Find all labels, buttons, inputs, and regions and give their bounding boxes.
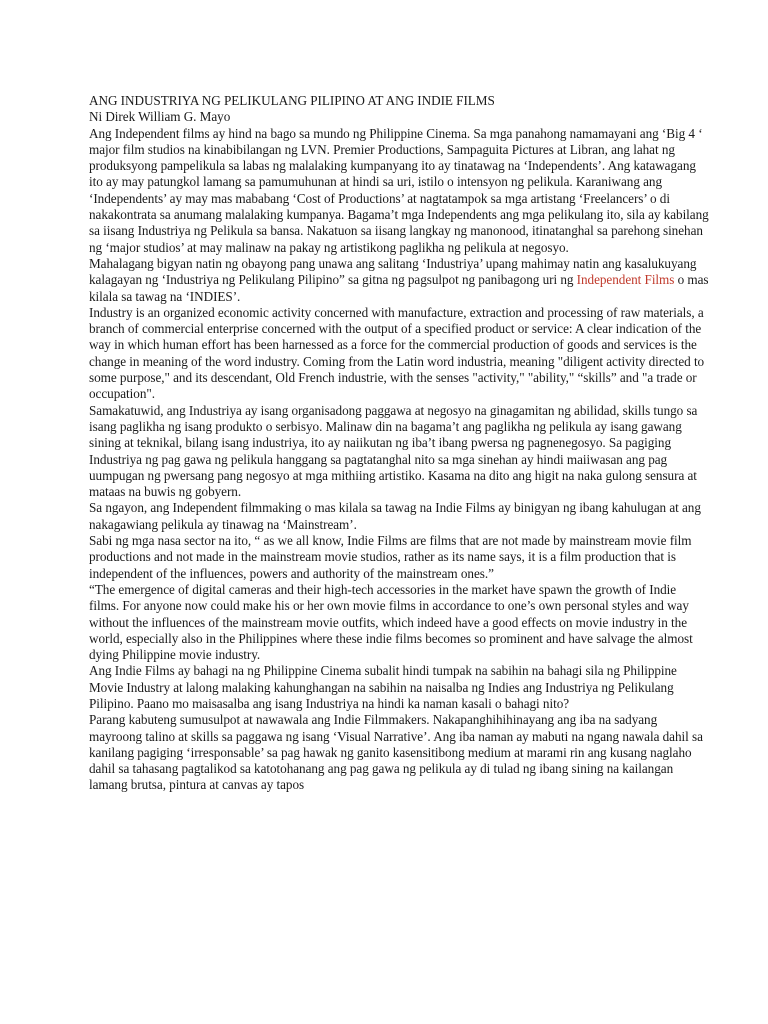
paragraph-indie-bahagi: Ang Indie Films ay bahagi na ng Philippine Cinema subalit hindi tumpak na sabihin na bahagi sila ng Philippine Movie Industry at lalong malaking kahunghangan na sabihin na naisalba ng Indies ang Industriya ng Pelikulang Pilipino. Paano mo maisasalba ang isang Industriya na hindi ka naman kasali o bahagi nito?: [89, 663, 677, 711]
paragraph-text-before-link: Mahalagang bigyan natin ng obayong pang unawa ang salitang ‘Industriya’ upang mahimay natin ang kasalukuyang kalagayan ng ‘Industriya ng Pelikulang Pilipino” sa gitna ng pagsulpot ng panibagong uri ng: [89, 255, 697, 288]
document-page: [89, 93, 709, 794]
paragraph-independent-films-history: Ang Independent films ay hind na bago sa mundo ng Philippine Cinema. Sa mga panahong namamayani ang ‘Big 4 ‘ major film studios na kinabibilangan ng LVN. Premier Productions, Sampaguita Pictures at Libran, ang lahat ng produksyong pampelikula sa labas ng malalaking kumpanyang ito ay tinatawag na ‘Independents’. Ang katawagang ito ay may patungkol lamang sa pamumuhunan at hindi sa uri, istilo o intensyon ng pelikula. Karaniwang ang ‘Independents’ ay may mas mababang ‘Cost of Productions’ at nagtatampok sa mga artistang ‘Freelancers’ o di nakakontrata sa anumang malalaking kumpanya. Bagama’t mga Independents ang mga pelikulang ito, sila ay kabilang sa iisang Industriya ng Pelikula sa bansa. Nakatuon sa iisang langkay ng manonood, itinatanghal sa parehong sinehan ng ‘major studios’ at may malinaw na pakay ng artistikong paglikha ng pelikula at negosyo.: [89, 125, 709, 255]
paragraph-industriya-meaning: [89, 256, 709, 305]
independent-films-link[interactable]: Independent Films: [576, 272, 675, 288]
paragraph-samakatuwid: Samakatuwid, ang Industriya ay isang organisadong paggawa at negosyo na ginagamitan ng abilidad, skills tungo sa isang paglikha ng isang produkto o serbisyo. Malinaw din na bagama’t ang paglikha ng pelikula ay isang gawang sining at teknikal, bilang isang industriya, ito ay naiikutan ng iba’t ibang pwersa ng pagnenegosyo. Sa pagiging Industriya ng pag gawa ng pelikula hanggang sa pagtatanghal nito sa mga sinehan ay hindi maiiwasan ang pag uumpugan ng pwersang pang negosyo at mga mithiing artistiko. Kasama na dito ang higit na naka gulong sensura at mataas na buwis ng gobyern.: [89, 402, 698, 500]
paragraph-kabute: Parang kabuteng sumusulpot at nawawala ang Indie Filmmakers. Nakapanghihihinayang ang iba na sadyang mayroong talino at skills sa paggawa ng isang ‘Visual Narrative’. Ang iba naman ay mabuti na ngang nawala dahil sa kanilang pagiging ‘irresponsable’ sa pag hawak ng ganito kasensitibong medium at marami rin ang kusang naglaho dahil sa tahasang pagtalikod sa katotohanang ang pag gawa ng pelikula ay di tulad ng ibang sining na kailangan lamang brutsa, pintura at canvas ay tapos: [89, 712, 703, 793]
paragraph-sabi-ng-sector: Sabi ng mga nasa sector na ito, “ as we all know, Indie Films are films that are not made by mainstream movie film productions and not made in the mainstream movie studios, rather as its name says, it is a film production that is independent of the influences, powers and authority of the mainstream ones.”: [89, 533, 692, 581]
paragraph-digital-cameras: “The emergence of digital cameras and their high-tech accessories in the market have spawn the growth of Indie films. For anyone now could make his or her own movie films in accordance to one’s own personal styles and way without the influences of the mainstream movie outfits, which indeed have a good effects on movie industry in the world, especially also in the Philippines where these indie films becomes so prominent and have salvage the almost dying Philippine movie industry.: [89, 581, 693, 663]
document-author: Ni Direk William G. Mayo: [89, 109, 231, 125]
paragraph-text-after-link: o mas kilala sa tawag na ‘INDIES’.: [89, 272, 709, 304]
document-title: ANG INDUSTRIYA NG PELIKULANG PILIPINO AT ANG INDIE FILMS: [89, 93, 495, 108]
paragraph-industry-definition: Industry is an organized economic activity concerned with manufacture, extraction and processing of raw materials, a branch of commercial enterprise concerned with the output of a specified product or service: A clear indication of the way in which human effort has been harnessed as a force for the commercial production of goods and services is the change in meaning of the word industry. Coming from the Latin word industria, meaning "diligent activity directed to some purpose," and its descendant, Old French industrie, with the senses "activity," "ability," “skills” and "a trade or occupation".: [89, 304, 705, 402]
paragraph-sa-ngayon: Sa ngayon, ang Independent filmmaking o mas kilala sa tawag na Indie Films ay binigyan ng ibang kahulugan at ang nakagawiang pelikula ay tinawag na ‘Mainstream’.: [89, 500, 701, 532]
